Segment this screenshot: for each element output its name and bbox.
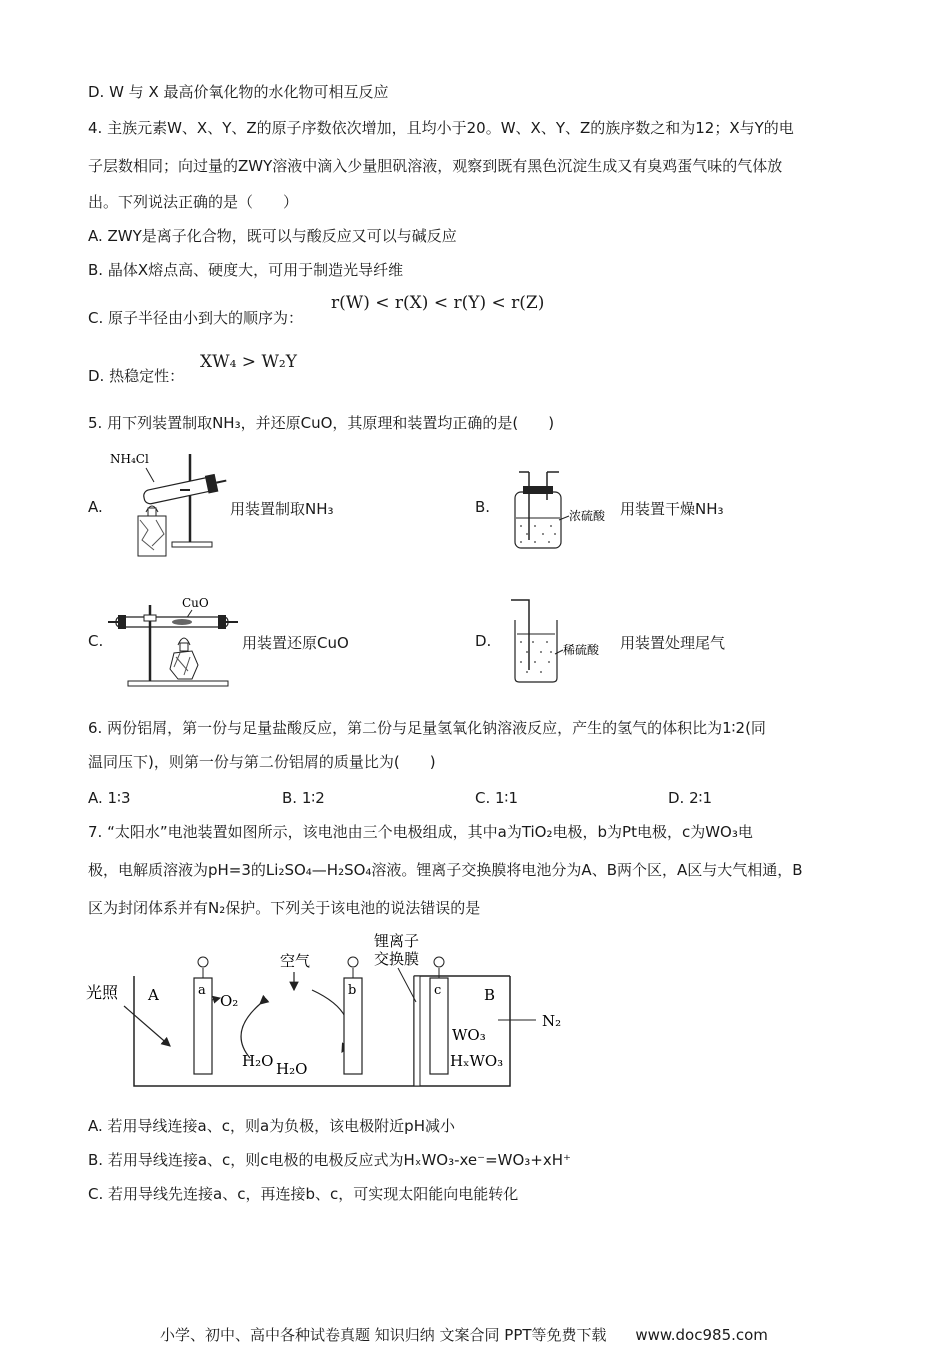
q5-fig-d-label: 稀硫酸	[563, 643, 600, 657]
q4-stem-line-2: 子层数相同；向过量的ZWY溶液中滴入少量胆矾溶液，观察到既有黑色沉淀生成又有臭鸡蛋气味的气体放	[88, 157, 783, 175]
q6-option-a: A. 1∶3	[88, 789, 131, 807]
q7-fig-h2o-left: H₂O	[242, 1052, 274, 1070]
q7-stem-line-3: 区为封闭体系并有N₂保护。下列关于该电池的说法错误的是	[88, 899, 481, 917]
q5-fig-a-label: NH₄Cl	[110, 452, 149, 466]
q7-fig-light: 光照	[86, 983, 119, 1002]
q7-stem-line-2: 极，电解质溶液为pH=3的Li₂SO₄—H₂SO₄溶液。锂离子交换膜将电池分为A、B两个区，A区与大气相通，B	[88, 861, 803, 879]
q5-fig-c-label: CuO	[182, 596, 209, 610]
q7-option-a: A. 若用导线连接a、c，则a为负极，该电极附近pH减小	[88, 1117, 455, 1135]
q5-figure-b	[505, 470, 615, 556]
q7-fig-zone-a: A	[148, 986, 159, 1004]
q4-option-c-formula: r(W) < r(X) < r(Y) < r(Z)	[331, 293, 545, 313]
q7-fig-hxwo3: HₓWO₃	[450, 1052, 504, 1070]
q4-option-a: A. ZWY是离子化合物，既可以与酸反应又可以与碱反应	[88, 227, 457, 245]
q5-option-a-desc: 用装置制取NH₃	[230, 500, 334, 518]
q5-option-b-desc: 用装置干燥NH₃	[620, 500, 724, 518]
q7-stem-line-1: 7. “太阳水”电池装置如图所示，该电池由三个电极组成，其中a为TiO₂电极，b为Pt电极，c为WO₃电	[88, 823, 753, 841]
q7-fig-electrode-c: c	[434, 983, 442, 998]
q6-stem-line-2: 温同压下)，则第一份与第二份铝屑的质量比为( )	[88, 753, 436, 771]
q7-option-b: B. 若用导线连接a、c，则c电极的电极反应式为HₓWO₃-xe⁻=WO₃+xH⁺	[88, 1151, 571, 1169]
q7-fig-n2: N₂	[542, 1012, 562, 1030]
q3-option-d: D. W 与 X 最高价氧化物的水化物可相互反应	[88, 83, 389, 101]
q5-option-a-label: A.	[88, 498, 103, 516]
q5-figure-c	[108, 595, 238, 695]
q6-stem-line-1: 6. 两份铝屑，第一份与足量盐酸反应，第二份与足量氢氧化钠溶液反应，产生的氢气的体积比为1∶2(同	[88, 719, 766, 737]
q5-option-b-label: B.	[475, 498, 491, 516]
q4-option-c-label: C. 原子半径由小到大的顺序为：	[88, 309, 304, 327]
q7-fig-o2: O₂	[220, 992, 239, 1010]
q5-fig-b-label: 浓硫酸	[569, 509, 606, 523]
footer-url[interactable]: www.doc985.com	[635, 1326, 768, 1344]
q7-fig-membrane-1: 锂离子	[374, 932, 420, 950]
q4-option-b: B. 晶体X熔点高、硬度大，可用于制造光导纤维	[88, 261, 404, 279]
q4-stem-line-3: 出。下列说法正确的是（ ）	[88, 193, 299, 211]
q6-option-b: B. 1∶2	[282, 789, 325, 807]
q4-option-d-label: D. 热稳定性：	[88, 367, 185, 385]
q7-fig-wo3: WO₃	[452, 1026, 486, 1044]
q7-fig-air: 空气	[280, 952, 311, 970]
q7-battery-figure	[80, 928, 600, 1098]
q5-stem: 5. 用下列装置制取NH₃，并还原CuO，其原理和装置均正确的是( )	[88, 414, 555, 432]
footer-text: 小学、初中、高中各种试卷真题 知识归纳 文案合同 PPT等免费下载	[160, 1326, 607, 1344]
q7-option-c: C. 若用导线先连接a、c，再连接b、c，可实现太阳能向电能转化	[88, 1185, 519, 1203]
q4-option-d-formula: XW₄ > W₂Y	[200, 352, 297, 372]
q4-stem-line-1: 4. 主族元素W、X、Y、Z的原子序数依次增加，且均小于20。W、X、Y、Z的族序数之和为12；X与Y的电	[88, 119, 794, 137]
q7-fig-zone-b: B	[484, 986, 496, 1004]
page-footer	[160, 1324, 768, 1345]
q5-option-d-label: D.	[475, 632, 492, 650]
q7-fig-electrode-b: b	[348, 983, 357, 998]
q5-option-c-label: C.	[88, 632, 104, 650]
q7-fig-membrane-2: 交换膜	[374, 950, 420, 968]
q7-fig-h2o-right: H₂O	[276, 1060, 308, 1078]
q5-figure-a	[108, 450, 228, 564]
q5-option-c-desc: 用装置还原CuO	[242, 634, 349, 652]
q7-fig-electrode-a: a	[198, 983, 206, 998]
q6-option-c: C. 1∶1	[475, 789, 519, 807]
q5-option-d-desc: 用装置处理尾气	[620, 634, 726, 652]
q5-figure-d	[505, 598, 615, 690]
q6-option-d: D. 2∶1	[668, 789, 713, 807]
